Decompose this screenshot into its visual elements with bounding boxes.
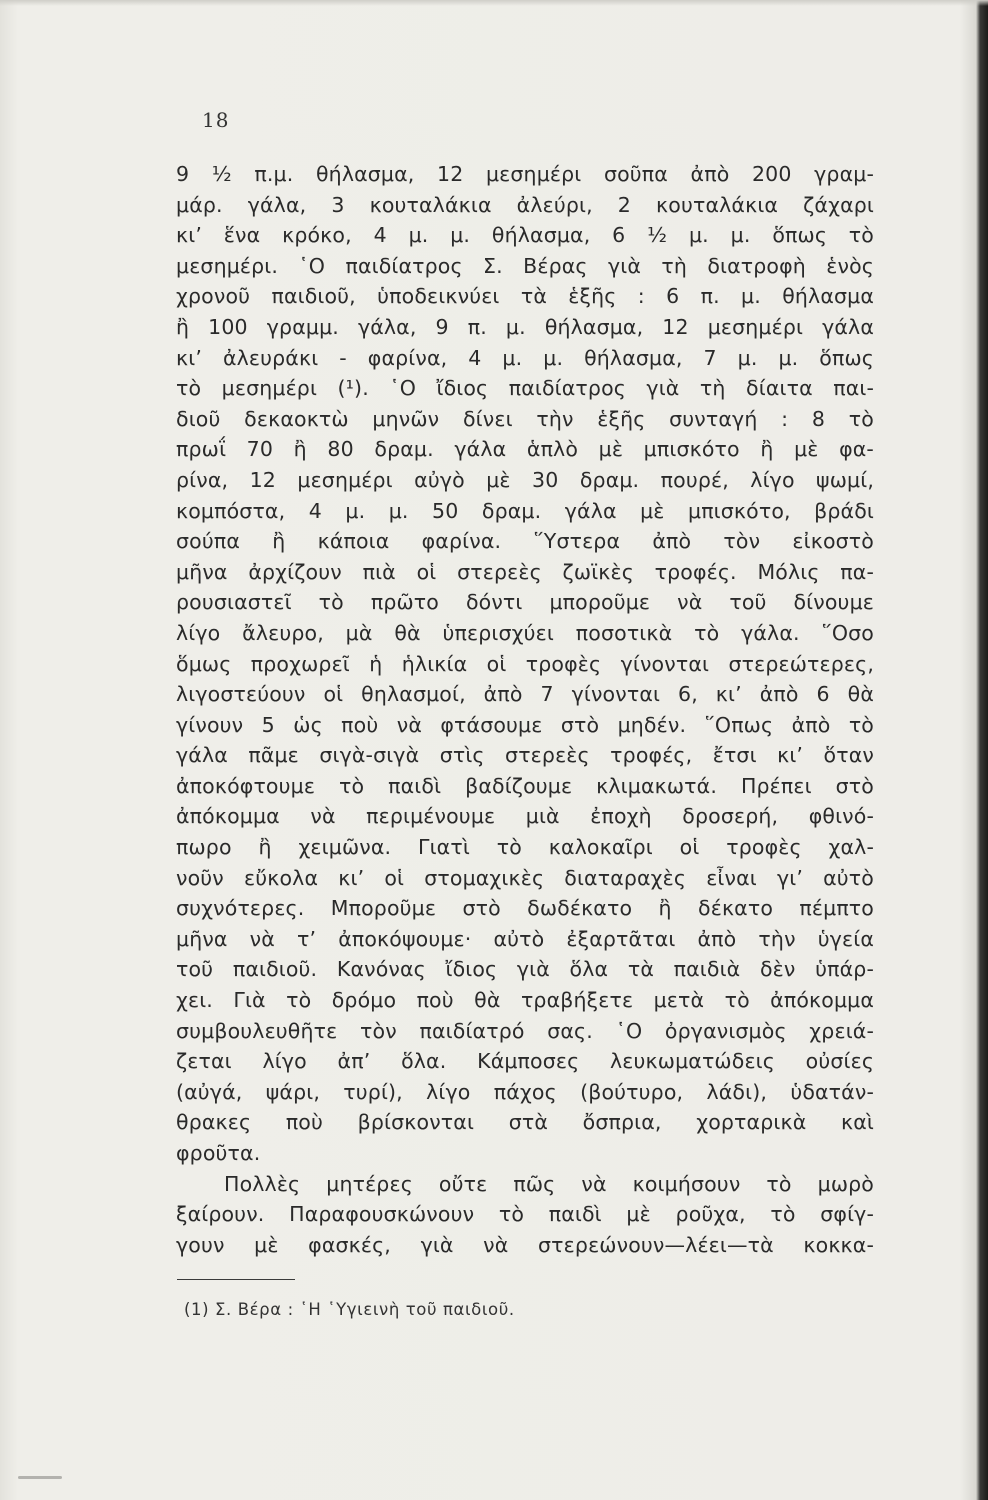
text-line: ξαίρουν. Παραφουσκώνουν τὸ παιδὶ μὲ ροῦχα, τὸ σφίγ- — [176, 1202, 874, 1227]
footnote: (1) Σ. Βέρα : ῾Η ῾Υγιεινὴ τοῦ παιδιοῦ. — [184, 1300, 515, 1319]
text-line: (αὐγά, ψάρι, τυρί), λίγο πάχος (βούτυρο, λάδι), ὑδατάν- — [176, 1079, 874, 1104]
text-line: μεσημέρι. ῾Ο παιδίατρος Σ. Βέρας γιὰ τὴ διατροφὴ ἑνὸς — [176, 253, 874, 278]
text-line: ρίνα, 12 μεσημέρι αὐγὸ μὲ 30 δραμ. πουρέ, λίγο ψωμί, — [176, 467, 874, 492]
text-line: γίνουν 5 ὡς ποὺ νὰ φτάσουμε στὸ μηδέν. ῞Οπως ἀπὸ τὸ — [176, 712, 874, 737]
text-line: φροῦτα. — [176, 1141, 261, 1165]
text-line: ζεται λίγο ἀπ’ ὅλα. Κάμποσες λευκωματώδεις οὐσίες — [176, 1049, 874, 1074]
text-line: τοῦ παιδιοῦ. Κανόνας ἴδιος γιὰ ὅλα τὰ παιδιὰ δὲν ὑπάρ- — [176, 957, 874, 982]
text-line: πρωΐ 70 ἢ 80 δραμ. γάλα ἁπλὸ μὲ μπισκότο ἢ μὲ φα- — [176, 437, 874, 462]
text-line: κι’ ἕνα κρόκο, 4 μ. μ. θήλασμα, 6 ½ μ. μ. ὅπως τὸ — [176, 223, 874, 248]
text-line: διοῦ δεκαοκτὼ μηνῶν δίνει τὴν ἑξῆς συνταγή : 8 τὸ — [176, 406, 874, 431]
page-number: 18 — [202, 108, 230, 132]
text-line: χρονοῦ παιδιοῦ, ὑποδεικνύει τὰ ἑξῆς : 6 π. μ. θήλασμα — [176, 284, 874, 309]
paragraph-first-line: Πολλὲς μητέρες οὔτε πῶς νὰ κοιμήσουν τὸ μωρὸ — [224, 1171, 874, 1196]
text-line: λιγοστεύουν οἱ θηλασμοί, ἀπὸ 7 γίνονται 6, κι’ ἀπὸ 6 θὰ — [176, 682, 874, 707]
text-line: νοῦν εὔκολα κι’ οἱ στομαχικὲς διαταραχὲς εἶναι γι’ αὐτὸ — [176, 865, 874, 890]
text-line: γουν μὲ φασκές, γιὰ νὰ στερεώνουν—λέει—τὰ κοκκα- — [176, 1232, 874, 1257]
scan-smudge — [18, 1476, 62, 1479]
text-line: μῆνα νὰ τ’ ἀποκόψουμε· αὐτὸ ἐξαρτᾶται ἀπὸ τὴν ὑγεία — [176, 926, 874, 951]
text-line: γάλα πᾶμε σιγὰ-σιγὰ στὶς στερεὲς τροφές, ἔτσι κι’ ὅταν — [176, 743, 874, 768]
text-line: τὸ μεσημέρι (¹). ῾Ο ἴδιος παιδίατρος γιὰ τὴ δίαιτα παι- — [176, 376, 874, 401]
text-line: σούπα ἢ κάποια φαρίνα. ῞Υστερα ἀπὸ τὸν εἰκοστὸ — [176, 529, 874, 554]
page-top-edge — [0, 0, 988, 6]
footnote-divider — [177, 1279, 295, 1280]
text-line: λίγο ἄλευρο, μὰ θὰ ὑπερισχύει ποσοτικὰ τὸ γάλα. ῞Οσο — [176, 620, 874, 645]
text-line: πωρο ἢ χειμῶνα. Γιατὶ τὸ καλοκαῖρι οἱ τροφὲς χαλ- — [176, 835, 874, 860]
text-line: συμβουλευθῆτε τὸν παιδίατρό σας. ῾Ο ὀργανισμὸς χρειά- — [176, 1018, 874, 1043]
text-line: ἢ 100 γραμμ. γάλα, 9 π. μ. θήλασμα, 12 μεσημέρι γάλα — [176, 314, 874, 339]
text-line: θρακες ποὺ βρίσκονται στὰ ὄσπρια, χορταρικὰ καὶ — [176, 1110, 874, 1135]
text-line: μάρ. γάλα, 3 κουταλάκια ἀλεύρι, 2 κουταλάκια ζάχαρι — [176, 192, 874, 217]
text-line: 9 ½ π.μ. θήλασμα, 12 μεσημέρι σοῦπα ἀπὸ 200 γραμ- — [176, 162, 874, 186]
text-line: μῆνα ἀρχίζουν πιὰ οἱ στερεὲς ζωϊκὲς τροφές. Μόλις πα- — [176, 559, 874, 584]
text-line: ὅμως προχωρεῖ ἡ ἡλικία οἱ τροφὲς γίνονται στερεώτερες, — [176, 651, 874, 676]
text-line: ἀποκόφτουμε τὸ παιδὶ βαδίζουμε κλιμακωτά. Πρέπει στὸ — [176, 773, 874, 798]
body-text — [176, 159, 874, 1260]
text-line: χει. Γιὰ τὸ δρόμο ποὺ θὰ τραβήξετε μετὰ τὸ ἀπόκομμα — [176, 988, 874, 1013]
text-line: κομπόστα, 4 μ. μ. 50 δραμ. γάλα μὲ μπισκότο, βράδι — [176, 498, 874, 523]
text-line: ρουσιαστεῖ τὸ πρῶτο δόντι μποροῦμε νὰ τοῦ δίνουμε — [176, 590, 874, 615]
text-line: συχνότερες. Μποροῦμε στὸ δωδέκατο ἢ δέκατο πέμπτο — [176, 896, 874, 921]
text-line: κι’ ἀλευράκι - φαρίνα, 4 μ. μ. θήλασμα, 7 μ. μ. ὅπως — [176, 345, 874, 370]
text-line: ἀπόκομμα νὰ περιμένουμε μιὰ ἐποχὴ δροσερή, φθινό- — [176, 804, 874, 829]
